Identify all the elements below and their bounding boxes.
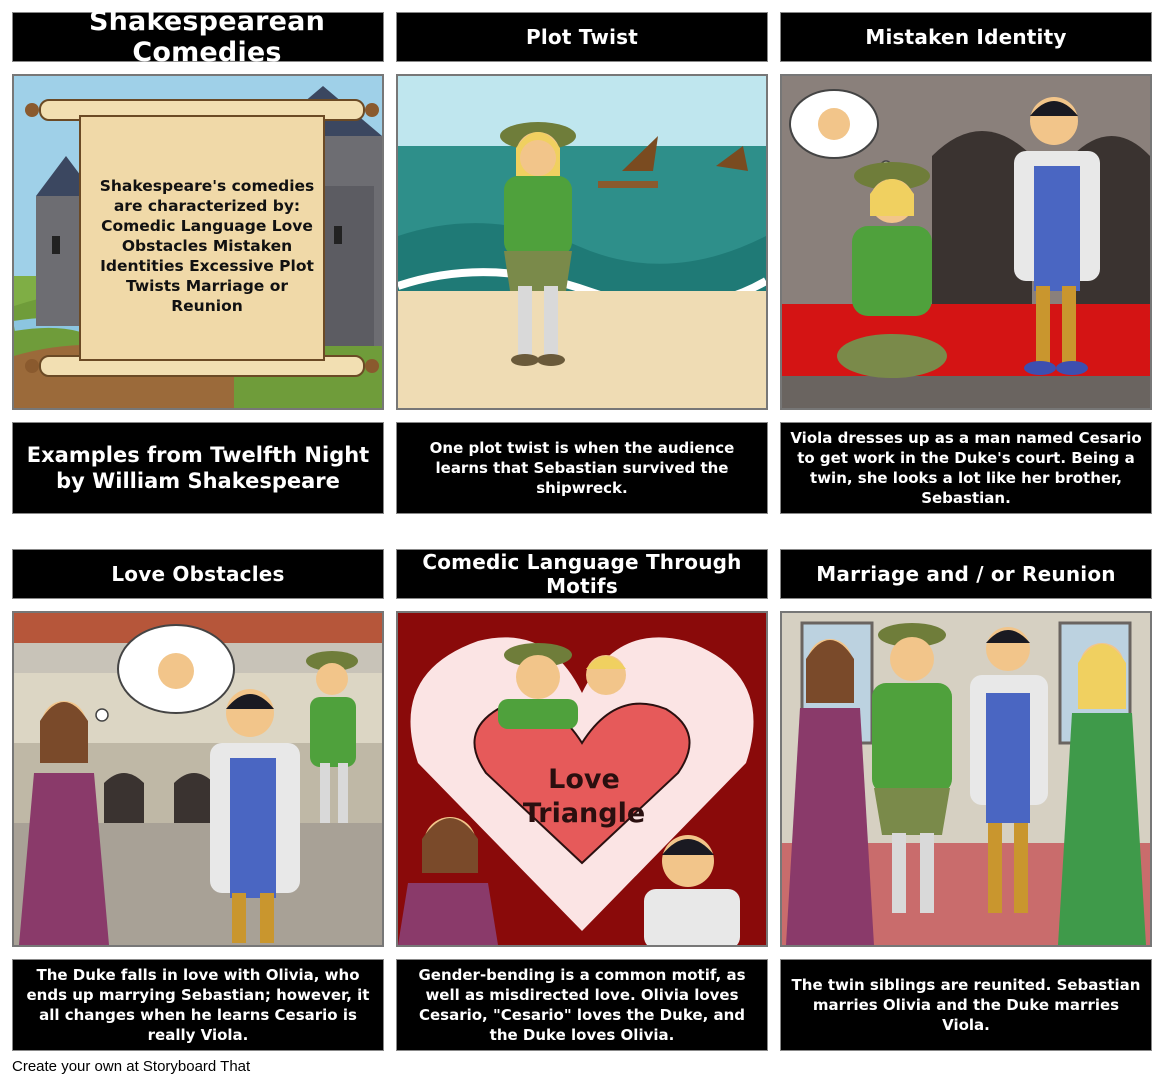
footer-credit[interactable]: Create your own at Storyboard That (12, 1058, 251, 1075)
panel-title: Mistaken Identity (780, 12, 1152, 62)
panel-caption: Examples from Twelfth Night by William Shakespeare (12, 422, 384, 514)
panel-caption: Gender-bending is a common motif, as well as misdirected love. Olivia loves Cesario, "Cesario" loves the Duke, and the Duke loves Olivia. (396, 959, 768, 1051)
panel-title: Comedic Language Through Motifs (396, 549, 768, 599)
panel-caption: One plot twist is when the audience learns that Sebastian survived the shipwreck. (396, 422, 768, 514)
panel-title: Marriage and / or Reunion (780, 549, 1152, 599)
scene-love-triangle (396, 611, 768, 947)
court-illustration (782, 76, 1150, 408)
shipwreck-illustration (398, 76, 766, 408)
scene-castle-scroll (12, 74, 384, 410)
scene-duke-court (780, 74, 1152, 410)
reunion-illustration (782, 613, 1150, 945)
panel-title: Plot Twist (396, 12, 768, 62)
panel-title: Shakespearean Comedies (12, 12, 384, 62)
heart-text: Love Triangle (522, 764, 646, 829)
panel-title: Love Obstacles (12, 549, 384, 599)
panel-caption: The twin siblings are reunited. Sebastian marries Olivia and the Duke marries Viola. (780, 959, 1152, 1051)
scene-reunion-hall (780, 611, 1152, 947)
scene-shipwreck-beach (396, 74, 768, 410)
panel-caption: Viola dresses up as a man named Cesario to get work in the Duke's court. Being a twin, she looks a lot like her brother, Sebastian. (780, 422, 1152, 514)
town-illustration (14, 613, 382, 945)
scroll-text: Shakespeare's comedies are characterized by: Comedic Language Love Obstacles Mistaken Identities Excessive Plot Twists Marriage or Reunion (99, 177, 315, 315)
panel-caption: The Duke falls in love with Olivia, who ends up marrying Sebastian; however, it all changes when he learns Cesario is really Viola. (12, 959, 384, 1051)
scene-town-square (12, 611, 384, 947)
sebastian-figure (586, 655, 626, 695)
